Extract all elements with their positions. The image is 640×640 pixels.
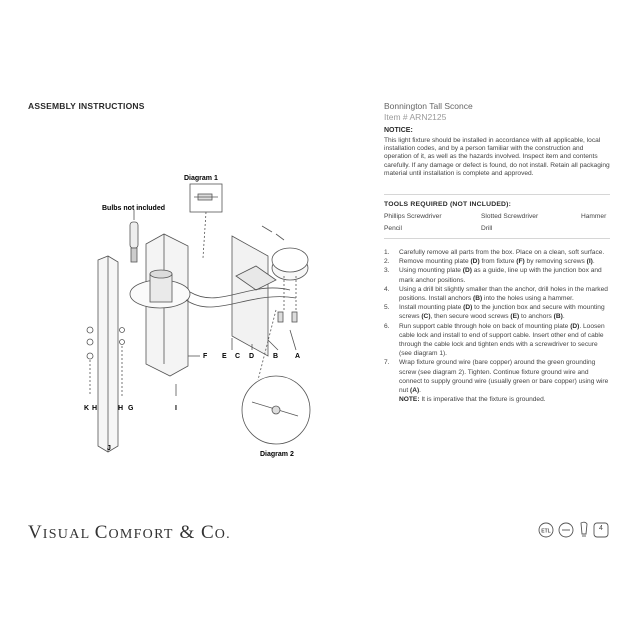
tool-item: Phillips Screwdriver	[384, 213, 442, 220]
step-emphasis: (D)	[463, 304, 473, 312]
diagram1-label: Diagram 1	[184, 175, 218, 182]
part-label-d: D	[249, 353, 255, 360]
notice-heading: NOTICE:	[384, 127, 413, 134]
step-text: Run support cable through hole on back of mounting plate	[399, 322, 571, 330]
part-label-k: K	[84, 405, 90, 412]
instruction-step	[384, 358, 612, 395]
step-text: . Loosen cable lock and install to end of support cable. Insert other end of cable through the cable lock and tighten ends with a screwdriver to secure (see diagram 1).	[399, 322, 605, 358]
bulb-type-icon	[581, 522, 587, 534]
part-label-c: C	[235, 353, 241, 360]
exploded-assembly-diagram	[0, 170, 380, 470]
step-text: Remove mounting plate	[399, 258, 471, 266]
step-emphasis: (C)	[421, 313, 431, 321]
tool-item: Drill	[481, 225, 493, 232]
tools-heading: TOOLS REQUIRED (NOT INCLUDED):	[384, 201, 512, 208]
step-text: It is imperative that the fixture is grounded.	[419, 396, 546, 404]
step-emphasis: (D)	[570, 322, 580, 330]
step-emphasis: (I)	[586, 258, 593, 266]
brand-logo: VISUAL COMFORT & CO.	[28, 522, 231, 543]
instruction-steps	[384, 248, 612, 404]
step-text: Install mounting plate	[399, 304, 464, 312]
step-text: Carefully remove all parts from the box. Place on a clean, soft surface.	[399, 249, 605, 256]
part-label-h: H	[118, 405, 124, 412]
divider	[384, 194, 610, 195]
step-text: .	[592, 258, 595, 266]
part-label-f: F	[203, 353, 208, 360]
notice-body: This light fixture should be installed in accordance with all applicable, local installation codes, and by a person familiar with the construction and operation of it, as well as the hazards involved. Inspect item and contents carefully. If any damage or defect is found, do not install. Retain all packaging material until installation is complete and approved.	[384, 137, 610, 177]
step-text: Wrap fixture ground wire (bare copper) around the green grounding screw (see diagram 2). Tighten. Continue fixture ground wire and connect to supply ground wire (usually green or bare copper) using wire nut	[399, 359, 609, 395]
step-emphasis: (D)	[470, 258, 480, 266]
step-text: to anchors	[519, 313, 554, 321]
step-text: Using a drill bit slightly smaller than the anchor, drill holes in the marked positions. Install anchors	[399, 285, 608, 303]
step-text: Using mounting plate	[399, 267, 463, 275]
step-text: into the holes using a hammer.	[482, 295, 574, 303]
bulb-icon	[130, 222, 138, 248]
step-emphasis: NOTE:	[399, 396, 420, 404]
instruction-step	[384, 257, 612, 266]
step-number: 6.	[384, 322, 390, 330]
diagram2-label: Diagram 2	[260, 451, 294, 458]
tool-item: Slotted Screwdriver	[481, 213, 539, 220]
step-number: 2.	[384, 258, 390, 266]
step-text: by removing screws	[524, 258, 587, 266]
part-label-g: G	[128, 405, 134, 412]
section-title: ASSEMBLY INSTRUCTIONS	[28, 101, 145, 111]
step-emphasis: (B)	[553, 313, 563, 321]
step-text: to the junction box and secure with mounting screws	[399, 304, 605, 321]
item-number: Item # ARN2125	[384, 112, 447, 122]
step-number: 5.	[384, 304, 390, 312]
step-emphasis: (F)	[516, 258, 525, 266]
step-emphasis: (A)	[410, 387, 420, 395]
product-name: Bonnington Tall Sconce	[384, 101, 473, 111]
tool-item: Pencil	[384, 225, 402, 232]
step-text: .	[562, 313, 565, 321]
instruction-step	[384, 395, 612, 404]
page-number: 4	[599, 525, 603, 532]
step-text: from fixture	[479, 258, 517, 266]
instruction-step	[384, 303, 612, 321]
step-number: 1.	[384, 249, 390, 256]
instruction-step	[384, 248, 612, 257]
svg-text:ETL: ETL	[541, 528, 551, 535]
step-number: 7.	[384, 359, 390, 367]
step-text: .	[419, 387, 421, 395]
part-label-b: B	[273, 353, 279, 360]
step-emphasis: (E)	[510, 313, 520, 321]
step-emphasis: (B)	[473, 295, 483, 303]
part-label-a: A	[295, 353, 301, 360]
instruction-step	[384, 266, 612, 284]
step-text: as a guide, line up with the junction box and mark anchor positions.	[399, 267, 602, 284]
bulbs-label: Bulbs not included	[102, 205, 165, 212]
step-text: , then secure wood screws	[430, 313, 511, 321]
instruction-step	[384, 285, 612, 303]
part-label-h: H	[92, 405, 98, 412]
step-number: 4.	[384, 285, 390, 293]
part-label-i: I	[175, 405, 177, 412]
instruction-step	[384, 322, 612, 359]
part-label-e: E	[222, 353, 227, 360]
part-label-j: J	[107, 445, 111, 452]
divider	[384, 238, 610, 239]
step-number: 3.	[384, 267, 390, 275]
tool-item: Hammer	[581, 213, 607, 220]
step-emphasis: (D)	[462, 267, 472, 275]
